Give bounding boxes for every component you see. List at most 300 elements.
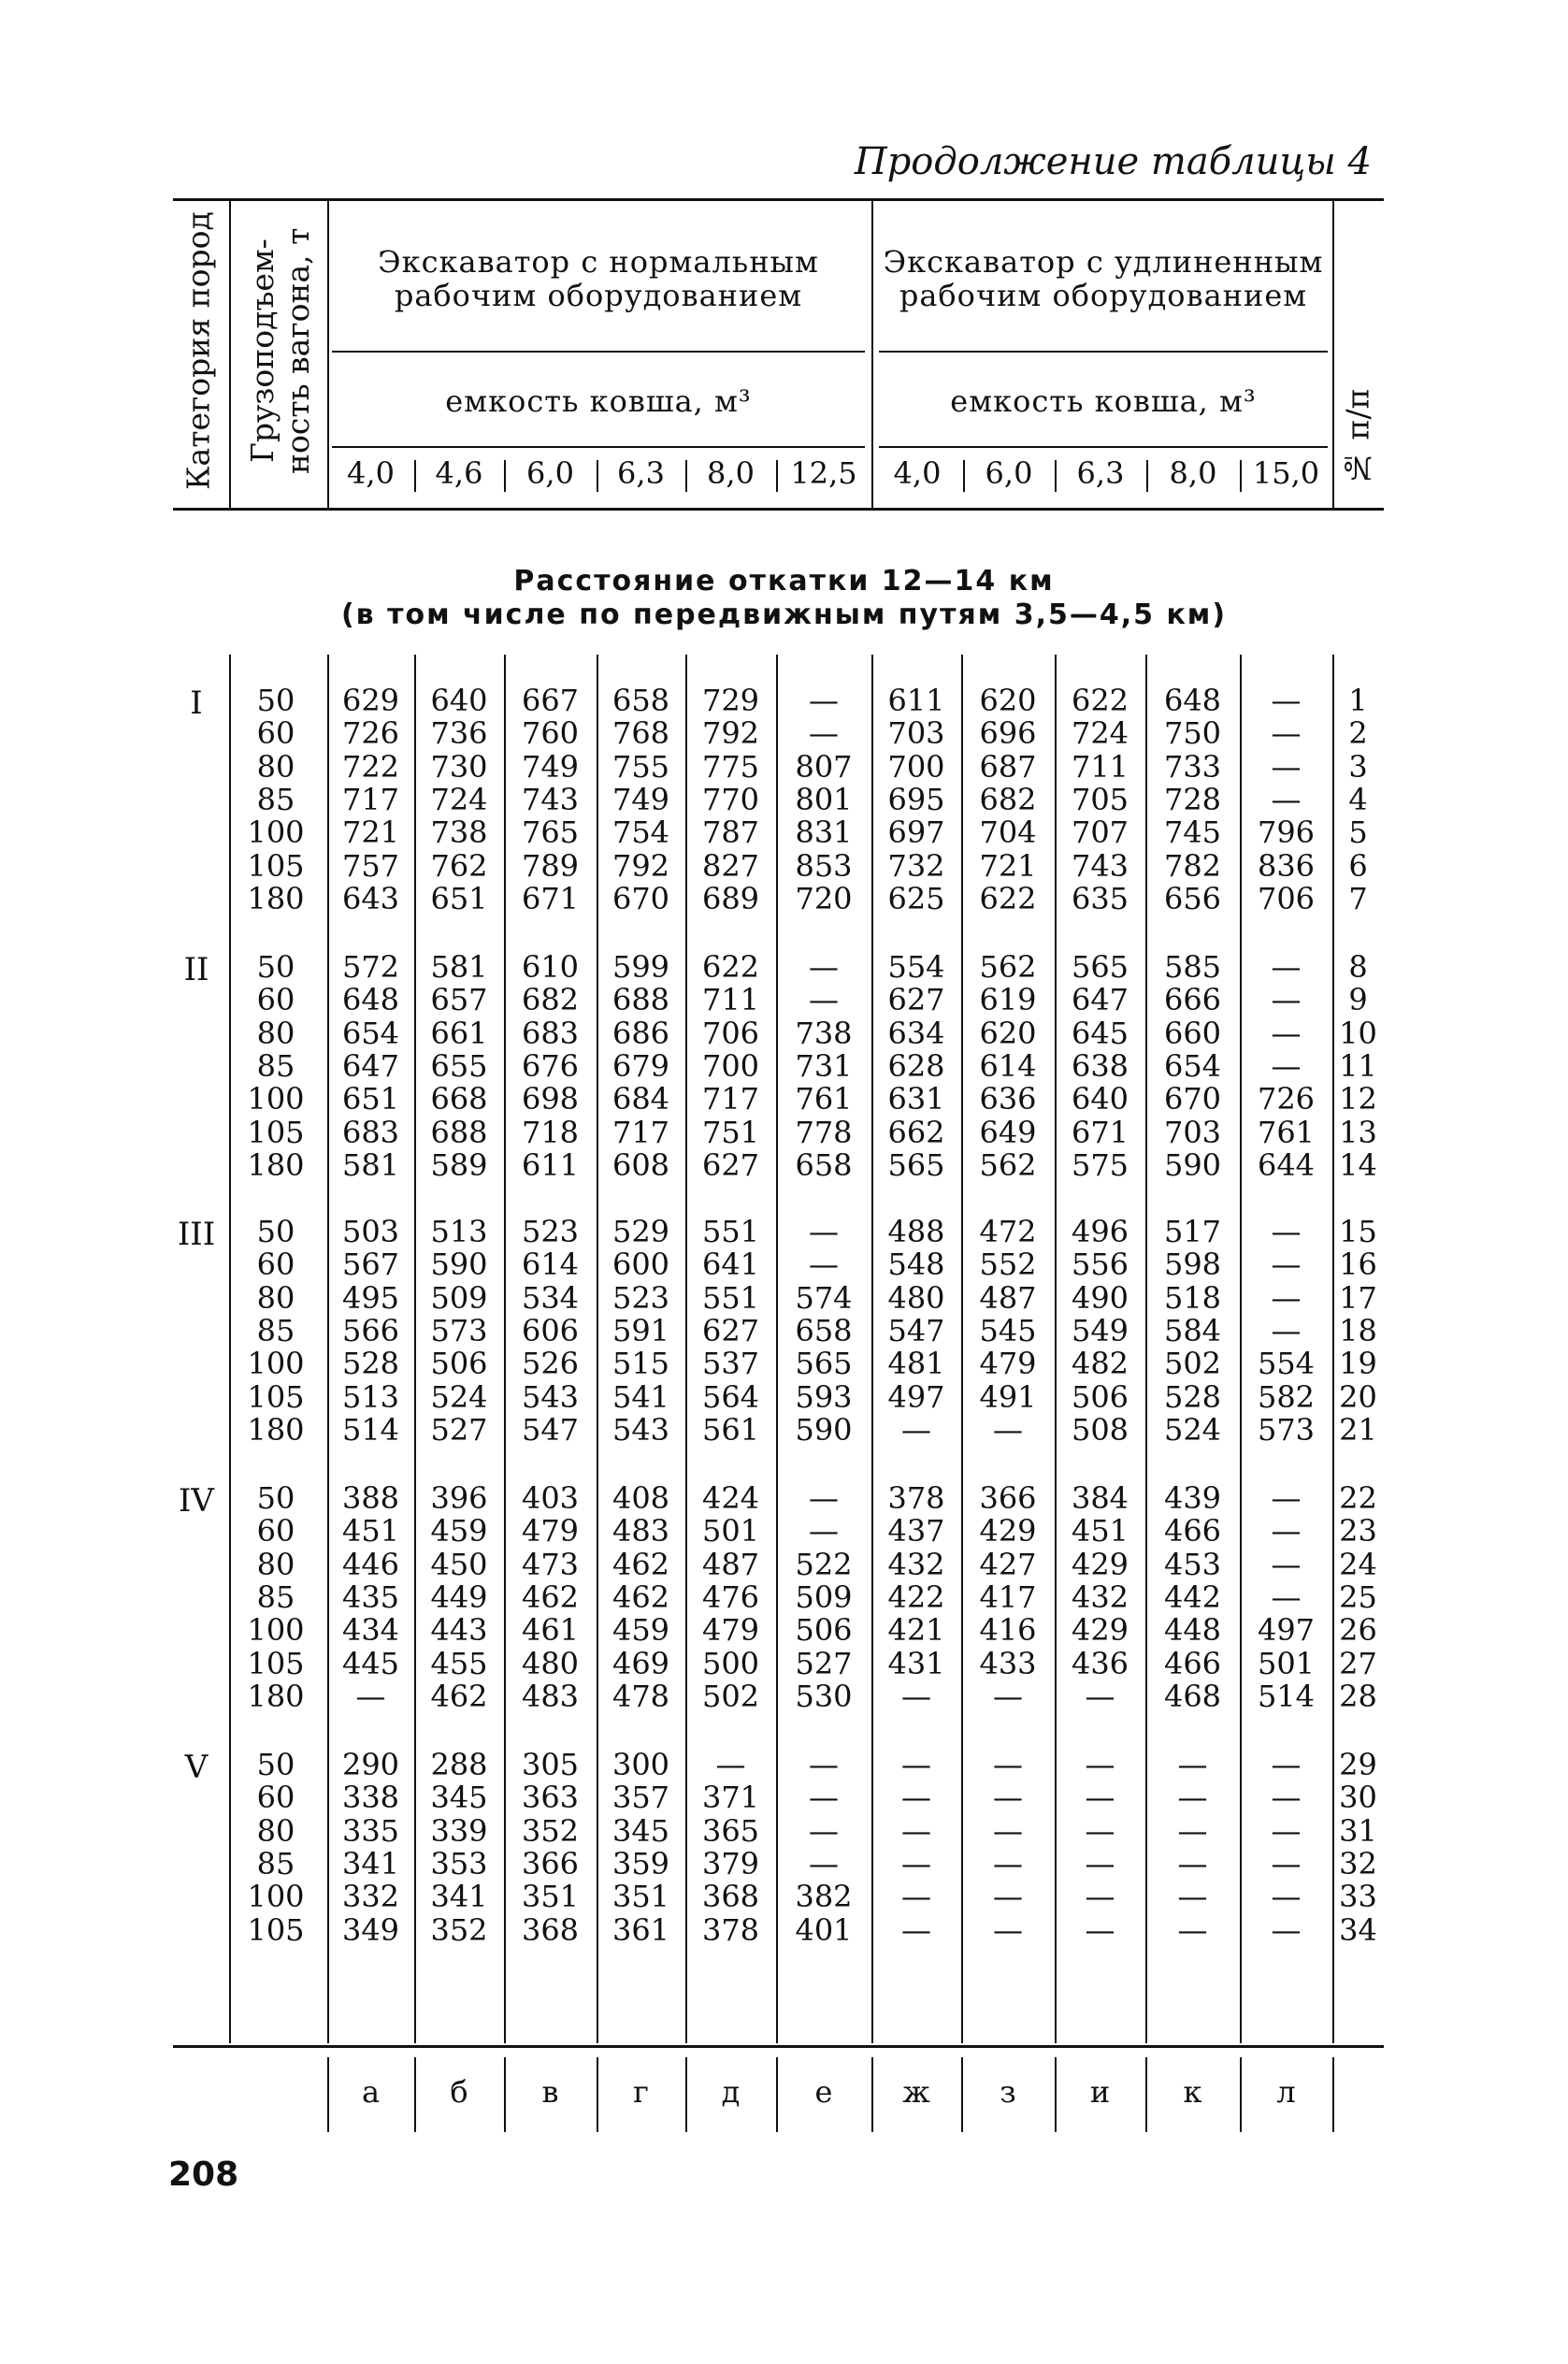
table-cell: 462 [611, 1546, 670, 1582]
table-cell: 610 [521, 949, 580, 985]
table-cell: 645 [1071, 1015, 1129, 1051]
table-cell: 487 [701, 1546, 760, 1582]
cell-row-number: 27 [1339, 1645, 1377, 1681]
table-cell: 537 [701, 1346, 760, 1382]
table-cell: 366 [979, 1480, 1037, 1516]
table-cell: 584 [1163, 1312, 1222, 1348]
rule-vertical [327, 2057, 329, 2132]
table-cell: 551 [701, 1214, 760, 1249]
table-cell: 720 [795, 880, 853, 916]
table-cell: 341 [430, 1879, 488, 1915]
table-cell: 661 [430, 1015, 488, 1051]
table-cell: 614 [521, 1247, 580, 1283]
table-cell: 655 [430, 1047, 488, 1084]
table-cell: 608 [611, 1146, 670, 1183]
table-cell: 620 [979, 1015, 1037, 1051]
header-group-normal: Экскаватор с нормальным рабочим оборудованием [378, 244, 819, 313]
table-cell: — [901, 1780, 931, 1816]
table-cell: 722 [341, 748, 400, 785]
table-cell: 495 [341, 1279, 400, 1316]
table-cell: 627 [701, 1146, 760, 1183]
cell-capacity: 50 [256, 1214, 295, 1249]
table-cell: 573 [1257, 1411, 1316, 1448]
table-cell: 459 [611, 1612, 670, 1649]
table-cell: 700 [701, 1047, 760, 1084]
table-cell: — [901, 1812, 931, 1849]
table-cell: 627 [887, 982, 945, 1018]
table-cell: 408 [611, 1480, 670, 1516]
rule-vertical [1332, 2057, 1334, 2132]
table-cell: 468 [1163, 1678, 1222, 1714]
table-cell: 728 [1163, 781, 1222, 817]
cell-capacity: 105 [247, 1645, 305, 1681]
table-cell: 706 [701, 1015, 760, 1051]
rule-vertical [229, 201, 231, 510]
rule-vertical [1146, 460, 1148, 492]
header-category: Категория пород [180, 211, 217, 490]
table-cell: 335 [341, 1812, 400, 1849]
table-cell: — [1271, 748, 1302, 785]
table-cell: 433 [979, 1645, 1037, 1681]
table-cell: — [993, 1845, 1023, 1881]
cell-row-number: 33 [1339, 1879, 1377, 1915]
cell-row-number: 18 [1339, 1312, 1377, 1348]
table-cell: — [1271, 1780, 1302, 1816]
table-cell: 479 [701, 1612, 760, 1649]
rule-vertical [1240, 655, 1242, 2043]
table-cell: 461 [521, 1612, 580, 1649]
table-cell: 647 [1071, 982, 1129, 1018]
table-cell: 429 [1071, 1546, 1129, 1582]
table-cell: — [1271, 1546, 1302, 1582]
rule-vertical [414, 2057, 416, 2132]
table-cell: 689 [701, 880, 760, 916]
cell-capacity: 50 [256, 1747, 295, 1782]
row-category: IV [179, 1482, 214, 1520]
table-cell: — [901, 1911, 931, 1948]
table-cell: 703 [1163, 1114, 1222, 1150]
table-cell: 429 [979, 1513, 1037, 1550]
table-cell: 416 [979, 1612, 1037, 1649]
table-cell: — [1271, 1812, 1302, 1849]
table-cell: 671 [1071, 1114, 1129, 1150]
table-cell: 707 [1071, 814, 1129, 851]
table-cell: 427 [979, 1546, 1037, 1582]
rule-vertical [597, 2057, 598, 2132]
table-cell: 424 [701, 1480, 760, 1516]
table-cell: 528 [341, 1346, 400, 1382]
column-letter: г [633, 2074, 649, 2110]
table-cell: — [993, 1879, 1023, 1915]
table-cell: — [809, 1214, 839, 1249]
header-capacity-cell: 6,0 [526, 455, 574, 491]
cell-capacity: 80 [256, 1546, 295, 1582]
table-cell: 549 [1071, 1312, 1129, 1348]
table-cell: — [1271, 1247, 1302, 1283]
cell-row-number: 22 [1339, 1480, 1377, 1516]
table-cell: — [1085, 1845, 1115, 1881]
rule-vertical [963, 460, 965, 492]
rule-vertical [1055, 655, 1057, 2043]
rule-vertical [597, 460, 598, 492]
table-cell: 548 [887, 1247, 945, 1283]
column-letter: б [450, 2074, 468, 2110]
table-cell: 422 [887, 1578, 945, 1615]
table-cell: 599 [611, 949, 670, 985]
table-cell: 368 [521, 1911, 580, 1948]
table-cell: 654 [341, 1015, 400, 1051]
table-cell: — [1085, 1747, 1115, 1782]
table-cell: 501 [1257, 1645, 1316, 1681]
cell-row-number: 26 [1339, 1612, 1377, 1649]
rule-vertical [1055, 2057, 1057, 2132]
table-cell: 476 [701, 1578, 760, 1615]
table-cell: 534 [521, 1279, 580, 1316]
cell-row-number: 15 [1339, 1214, 1377, 1249]
table-cell: 551 [701, 1279, 760, 1316]
table-cell: 688 [430, 1114, 488, 1150]
table-cell: 357 [611, 1780, 670, 1816]
table-cell: 651 [341, 1081, 400, 1117]
table-cell: 671 [521, 880, 580, 916]
table-cell: 522 [795, 1546, 853, 1582]
table-cell: 745 [1163, 814, 1222, 851]
column-letter: ж [902, 2074, 930, 2110]
table-cell: 517 [1163, 1214, 1222, 1249]
table-cell: 564 [701, 1378, 760, 1415]
table-cell: 345 [611, 1812, 670, 1849]
cell-row-number: 7 [1348, 880, 1368, 916]
table-cell: 421 [887, 1612, 945, 1649]
table-cell: 651 [430, 880, 488, 916]
table-cell: 506 [795, 1612, 853, 1649]
table-cell: — [1085, 1678, 1115, 1714]
cell-capacity: 180 [247, 1678, 305, 1714]
table-cell: 749 [611, 781, 670, 817]
cell-row-number: 30 [1339, 1780, 1377, 1816]
table-cell: 598 [1163, 1247, 1222, 1283]
table-cell: 649 [979, 1114, 1037, 1150]
cell-capacity: 80 [256, 1812, 295, 1849]
cell-row-number: 34 [1339, 1911, 1377, 1948]
table-cell: 636 [979, 1081, 1037, 1117]
cell-capacity: 80 [256, 1279, 295, 1316]
table-cell: — [1085, 1879, 1115, 1915]
table-cell: 359 [611, 1845, 670, 1881]
table-cell: 730 [430, 748, 488, 785]
table-cell: 666 [1163, 982, 1222, 1018]
table-cell: 529 [611, 1214, 670, 1249]
table-cell: — [1177, 1879, 1208, 1915]
table-cell: 365 [701, 1812, 760, 1849]
table-cell: — [993, 1911, 1023, 1948]
table-cell: 724 [1071, 715, 1129, 752]
table-cell: 721 [979, 847, 1037, 884]
rule-vertical [871, 201, 873, 510]
rule-vertical [776, 655, 778, 2043]
table-cell: 622 [701, 949, 760, 985]
table-cell: 778 [795, 1114, 853, 1150]
table-cell: 528 [1163, 1378, 1222, 1415]
cell-capacity: 105 [247, 1911, 305, 1948]
table-cell: — [1271, 1513, 1302, 1550]
table-cell: 585 [1163, 949, 1222, 985]
table-cell: 497 [1257, 1612, 1316, 1649]
table-cell: 724 [430, 781, 488, 817]
rule-vertical [504, 2057, 506, 2132]
rule-vertical [961, 655, 963, 2043]
table-cell: 625 [887, 880, 945, 916]
table-cell: 775 [701, 748, 760, 785]
table-cell: 755 [611, 748, 670, 785]
table-cell: — [1177, 1845, 1208, 1881]
table-cell: 700 [887, 748, 945, 785]
table-cell: 363 [521, 1780, 580, 1816]
column-letter: е [814, 2074, 833, 2110]
table-cell: 622 [1071, 683, 1129, 718]
table-cell: — [809, 715, 839, 752]
table-cell: 290 [341, 1747, 400, 1782]
table-cell: 658 [611, 683, 670, 718]
table-cell: 760 [521, 715, 580, 752]
table-cell: 554 [1257, 1346, 1316, 1382]
rule-vertical [414, 460, 416, 492]
cell-capacity: 100 [247, 1081, 305, 1117]
table-cell: — [809, 1480, 839, 1516]
cell-row-number: 9 [1348, 982, 1368, 1018]
table-cell: 473 [521, 1546, 580, 1582]
table-cell: 514 [341, 1411, 400, 1448]
table-cell: 305 [521, 1747, 580, 1782]
cell-capacity: 60 [256, 1247, 295, 1283]
cell-row-number: 8 [1348, 949, 1368, 985]
table-cell: 338 [341, 1780, 400, 1816]
table-cell: 432 [887, 1546, 945, 1582]
table-cell: 679 [611, 1047, 670, 1084]
table-cell: 526 [521, 1346, 580, 1382]
table-cell: — [809, 1845, 839, 1881]
table-cell: 687 [979, 748, 1037, 785]
table-cell: 662 [887, 1114, 945, 1150]
cell-row-number: 3 [1348, 748, 1368, 785]
table-cell: 732 [887, 847, 945, 884]
table-cell: 345 [430, 1780, 488, 1816]
table-cell: 483 [611, 1513, 670, 1550]
table-cell: — [1271, 1578, 1302, 1615]
rule-vertical [327, 201, 329, 510]
cell-row-number: 5 [1348, 814, 1368, 851]
table-cell: 300 [611, 1747, 670, 1782]
table-cell: 684 [611, 1081, 670, 1117]
table-cell: — [1271, 1480, 1302, 1516]
table-cell: 827 [701, 847, 760, 884]
cell-row-number: 2 [1348, 715, 1368, 752]
table-cell: 704 [979, 814, 1037, 851]
rule-vertical [504, 655, 506, 2043]
table-cell: 472 [979, 1214, 1037, 1249]
column-letter: з [1000, 2074, 1016, 2110]
header-capacity-cell: 6,3 [617, 455, 665, 491]
table-cell: 682 [521, 982, 580, 1018]
table-cell: 434 [341, 1612, 400, 1649]
table-cell: 490 [1071, 1279, 1129, 1316]
table-cell: 565 [795, 1346, 853, 1382]
table-cell: 396 [430, 1480, 488, 1516]
table-cell: 378 [887, 1480, 945, 1516]
cell-row-number: 6 [1348, 847, 1368, 884]
table-cell: 582 [1257, 1378, 1316, 1415]
table-cell: 487 [979, 1279, 1037, 1316]
rule-horizontal [879, 351, 1328, 353]
table-cell: — [809, 1513, 839, 1550]
table-cell: 466 [1163, 1513, 1222, 1550]
cell-capacity: 85 [256, 1047, 295, 1084]
table-cell: 483 [521, 1678, 580, 1714]
table-cell: 757 [341, 847, 400, 884]
table-cell: — [1177, 1911, 1208, 1948]
column-letter: к [1183, 2074, 1202, 2110]
table-cell: 787 [701, 814, 760, 851]
table-cell: 591 [611, 1312, 670, 1348]
cell-row-number: 25 [1339, 1578, 1377, 1615]
table-cell: — [809, 982, 839, 1018]
table-cell: 509 [795, 1578, 853, 1615]
table-cell: 590 [795, 1411, 853, 1448]
table-cell: 611 [521, 1146, 580, 1183]
table-cell: 497 [887, 1378, 945, 1415]
table-cell: 479 [521, 1513, 580, 1550]
table-cell: 378 [701, 1911, 760, 1948]
table-cell: 451 [1071, 1513, 1129, 1550]
cell-capacity: 100 [247, 1612, 305, 1649]
table-cell: 431 [887, 1645, 945, 1681]
cell-capacity: 50 [256, 683, 295, 718]
rule-vertical [1240, 460, 1242, 492]
cell-capacity: 60 [256, 1513, 295, 1550]
cell-capacity: 60 [256, 715, 295, 752]
header-capacity-cell: 12,5 [790, 455, 857, 491]
cell-capacity: 80 [256, 748, 295, 785]
table-cell: 379 [701, 1845, 760, 1881]
table-cell: 332 [341, 1879, 400, 1915]
cell-row-number: 28 [1339, 1678, 1377, 1714]
table-cell: 629 [341, 683, 400, 718]
table-cell: 696 [979, 715, 1037, 752]
rule-vertical [961, 2057, 963, 2132]
table-cell: 508 [1071, 1411, 1129, 1448]
table-cell: 573 [430, 1312, 488, 1348]
table-cell: 448 [1163, 1612, 1222, 1649]
table-cell: — [1177, 1780, 1208, 1816]
table-cell: 479 [979, 1346, 1037, 1382]
cell-capacity: 180 [247, 1411, 305, 1448]
cell-row-number: 24 [1339, 1546, 1377, 1582]
table-cell: 683 [521, 1015, 580, 1051]
table-cell: 667 [521, 683, 580, 718]
cell-capacity: 60 [256, 1780, 295, 1816]
table-cell: 660 [1163, 1015, 1222, 1051]
table-cell: 619 [979, 982, 1037, 1018]
table-cell: — [1271, 1312, 1302, 1348]
header-capacity: Грузоподъем- ность вагона, т [244, 227, 316, 474]
table-cell: 523 [521, 1214, 580, 1249]
table-cell: 670 [1163, 1081, 1222, 1117]
rule-vertical [1145, 2057, 1147, 2132]
table-cell: 547 [521, 1411, 580, 1448]
cell-row-number: 29 [1339, 1747, 1377, 1782]
table-cell: 750 [1163, 715, 1222, 752]
rule-vertical [685, 460, 687, 492]
table-cell: — [993, 1780, 1023, 1816]
table-cell: 543 [611, 1411, 670, 1448]
table-cell: 562 [979, 1146, 1037, 1183]
cell-row-number: 1 [1348, 683, 1368, 718]
table-cell: 513 [341, 1378, 400, 1415]
table-cell: 641 [701, 1247, 760, 1283]
table-cell: 552 [979, 1247, 1037, 1283]
column-letter: в [541, 2074, 559, 2110]
table-cell: 614 [979, 1047, 1037, 1084]
table-cell: 366 [521, 1845, 580, 1881]
table-cell: 556 [1071, 1247, 1129, 1283]
table-cell: 770 [701, 781, 760, 817]
rule-vertical [597, 655, 598, 2043]
cell-row-number: 32 [1339, 1845, 1377, 1881]
page-number: 208 [168, 2155, 239, 2194]
table-cell: 600 [611, 1247, 670, 1283]
row-category: I [190, 685, 203, 722]
table-cell: 670 [611, 880, 670, 916]
cell-capacity: 85 [256, 1312, 295, 1348]
table-cell: — [901, 1845, 931, 1881]
table-cell: — [1177, 1812, 1208, 1849]
rule-vertical [229, 655, 231, 2043]
table-cell: 796 [1257, 814, 1316, 851]
table-cell: 644 [1257, 1146, 1316, 1183]
table-cell: 635 [1071, 880, 1129, 916]
table-cell: 738 [795, 1015, 853, 1051]
table-cell: 361 [611, 1911, 670, 1948]
table-cell: — [1085, 1911, 1115, 1948]
table-cell: — [1085, 1812, 1115, 1849]
table-cell: — [1271, 715, 1302, 752]
table-cell: — [809, 1747, 839, 1782]
table-cell: 524 [1163, 1411, 1222, 1448]
table-cell: 648 [341, 982, 400, 1018]
table-cell: 502 [701, 1678, 760, 1714]
table-cell: 565 [1071, 949, 1129, 985]
table-cell: 736 [430, 715, 488, 752]
table-cell: 518 [1163, 1279, 1222, 1316]
table-cell: — [809, 683, 839, 718]
table-cell: 631 [887, 1081, 945, 1117]
rule-vertical [1332, 655, 1334, 2043]
table-cell: 589 [430, 1146, 488, 1183]
table-cell: 547 [887, 1312, 945, 1348]
header-capacity-cell: 8,0 [707, 455, 755, 491]
rule-horizontal [173, 2045, 1384, 2048]
table-cell: 351 [521, 1879, 580, 1915]
table-cell: — [1271, 1015, 1302, 1051]
table-cell: 729 [701, 683, 760, 718]
cell-capacity: 50 [256, 949, 295, 985]
table-cell: 401 [795, 1911, 853, 1948]
header-capacity-cell: 8,0 [1169, 455, 1217, 491]
table-cell: 480 [521, 1645, 580, 1681]
table-cell: 705 [1071, 781, 1129, 817]
table-cell: 574 [795, 1279, 853, 1316]
table-cell: 371 [701, 1780, 760, 1816]
